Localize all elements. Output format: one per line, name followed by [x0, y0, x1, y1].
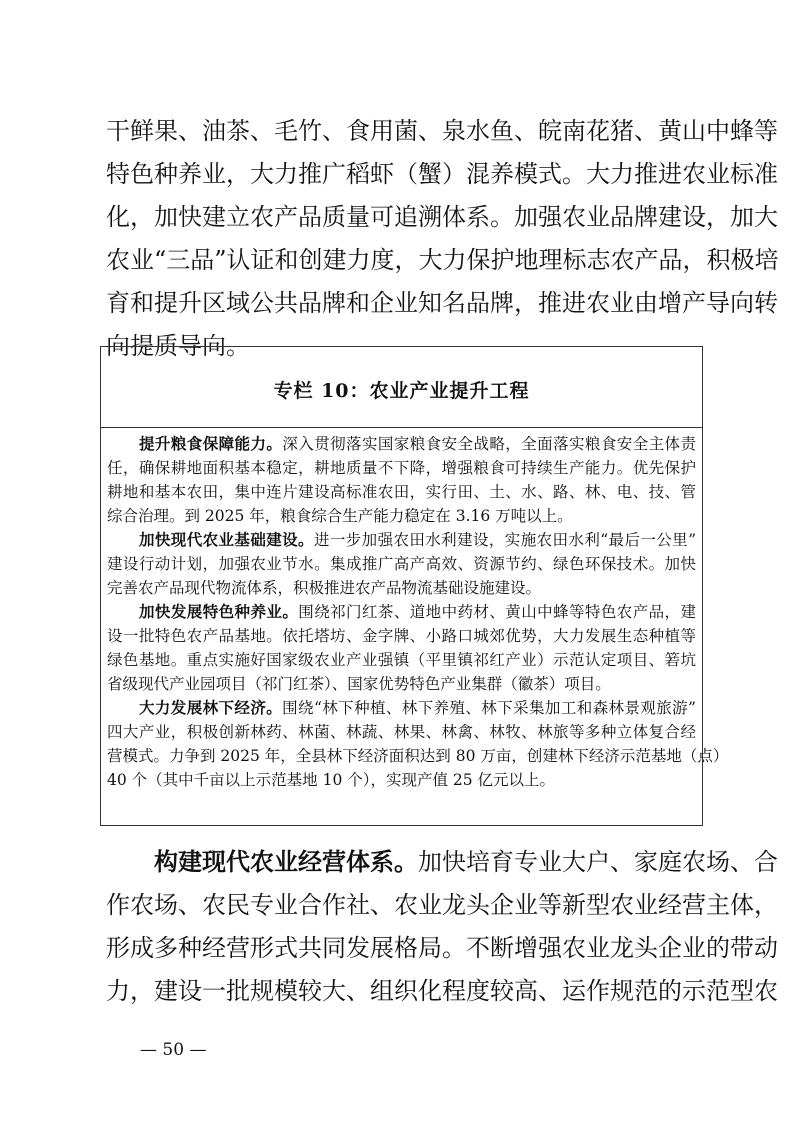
text-line: 农业“三品”认证和创建力度，大力保护地理标志农产品，积极培 [106, 246, 779, 274]
section-line: 建设行动计划，加强农业节水。集成推广高产高效、资源节约、绿色环保技术。加快 [107, 555, 696, 573]
section-text: 进一步加强农田水利建设，实施农田水利“最后一公里” [313, 531, 696, 549]
section-line: 四大产业，积极创新林药、林菌、林蔬、林果、林禽、林牧、林旅等多种立体复合经 [107, 723, 696, 741]
text-line: 特色种养业，大力推广稻虾（蟹）混养模式。大力推进农业标准 [106, 160, 778, 188]
column-box-title: 专栏 10：农业产业提升工程 [273, 379, 530, 402]
section-first-line [107, 432, 696, 456]
section-line: 省级现代产业园项目（祁门红茶）、国家优势特色产业集群（徽茶）项目。 [107, 675, 611, 693]
section-line: 任，确保耕地面积基本稳定，耕地质量不下降，增强粮食可持续生产能力。优先保护 [107, 459, 696, 477]
section-first-line [107, 600, 696, 624]
text-line: 作农场、农民专业合作社、农业龙头企业等新型农业经营主体， [106, 891, 778, 919]
section-lead: 加快发展特色种养业。 [139, 602, 299, 621]
section-first-line [107, 696, 696, 720]
paragraph-text: 加快培育专业大户、家庭农场、合 [418, 848, 778, 876]
text-line: 化，加快建立农产品质量可追溯体系。加强农业品牌建设，加大 [106, 203, 778, 231]
column-box [100, 346, 729, 826]
page-number: — 50 — [140, 1040, 207, 1060]
text-line: 力，建设一批规模较大、组织化程度较高、运作规范的示范型农 [106, 977, 778, 1005]
section-line: 设一批特色农产品基地。依托塔坊、金字牌、小路口城郊优势，大力发展生态种植等 [107, 627, 696, 645]
section-line: 营模式。力争到 2025 年，全县林下经济面积达到 80 万亩，创建林下经济示范基地（点） [107, 747, 729, 765]
section-text: 深入贯彻落实国家粮食安全战略，全面落实粮食安全主体责 [282, 435, 696, 453]
section-first-line [107, 528, 696, 552]
top-paragraph [106, 110, 779, 368]
column-box-body [101, 428, 729, 792]
section-text: 围绕“林下种植、林下养殖、林下采集加工和森林景观旅游” [282, 699, 696, 717]
text-line: 干鲜果、油茶、毛竹、食用菌、泉水鱼、皖南花猪、黄山中蜂等 [106, 117, 778, 145]
text-line [106, 840, 778, 884]
column-box-header [101, 347, 702, 428]
section-lead: 加快现代农业基础建设。 [139, 530, 314, 549]
section-lead: 大力发展林下经济。 [139, 698, 283, 717]
section-text: 围绕祁门红茶、道地中药材、黄山中蜂等特色农产品，建 [298, 603, 696, 621]
section-line: 综合治理。到 2025 年，粮食综合生产能力稳定在 3.16 万吨以上。 [107, 507, 573, 525]
section-line: 40 个（其中千亩以上示范基地 10 个），实现产值 25 亿元以上。 [107, 771, 556, 789]
section-line: 耕地和基本农田，集中连片建设高标准农田，实行田、土、水、路、林、电、技、管 [107, 483, 696, 501]
paragraph-lead: 构建现代农业经营体系。 [154, 847, 418, 876]
bottom-paragraph [106, 840, 778, 1013]
section-lead: 提升粮食保障能力。 [139, 434, 283, 453]
text-line: 向提质导向。 [106, 332, 250, 360]
text-line: 形成多种经营形式共同发展格局。不断增强农业龙头企业的带动 [106, 934, 778, 962]
text-line: 育和提升区域公共品牌和企业知名品牌，推进农业由增产导向转 [106, 289, 778, 317]
section-line: 完善农产品现代物流体系，积极推进农产品物流基础设施建设。 [107, 579, 542, 597]
section-line: 绿色基地。重点实施好国家级农业产业强镇（平里镇祁红产业）示范认定项目、箬坑 [107, 651, 696, 669]
